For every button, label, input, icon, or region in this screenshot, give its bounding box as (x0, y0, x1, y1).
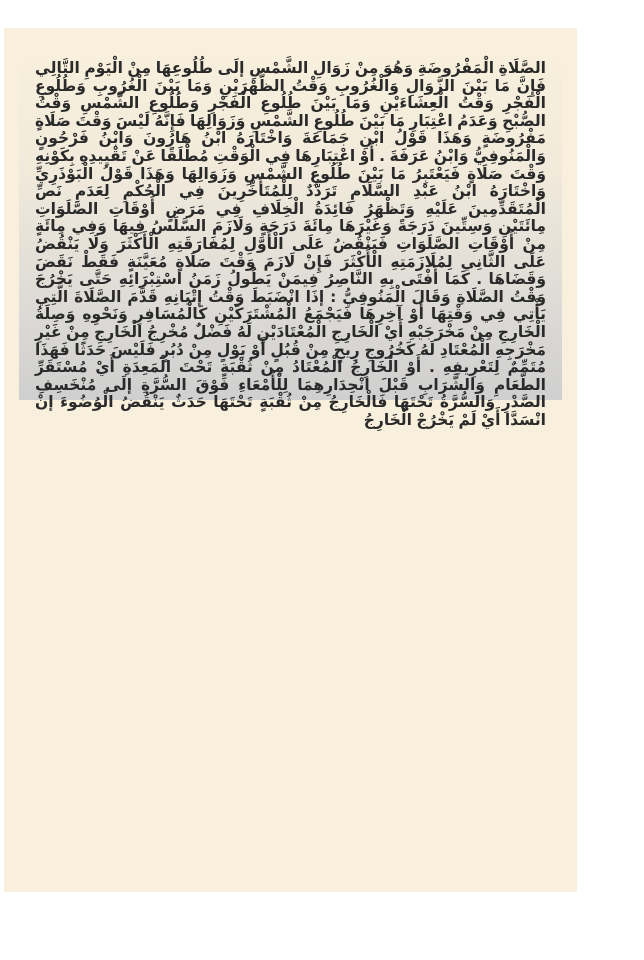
document-page (4, 28, 577, 892)
text-block (19, 50, 562, 429)
arabic-paragraph: الصَّلَاةِ الْمَفْرُوضَةِ وَهُوَ مِنْ زَوَالِ الشَّمْسِ إلَى طُلُوعِهَا مِنْ الْيَوْمِ التَّالِي فَإِنَّ مَا بَيْنَ الزَّوَالِ وَالْغُرُوبِ وَقْتُ الظُّهْرَيْنِ وَمَا بَيْنَ الْغُرُوبِ وَطُلُوعِ الْفَجْرِ وَقْتُ الْعِشَاءَيْنِ وَمَا بَيْنَ طُلُوعِ الْفَجْرِ وَطُلُوعِ الشَّمْسِ وَقْتُ الصُّبْحِ وَعَدَمُ اعْتِبَارِ مَا بَيْنَ طُلُوعِ الشَّمْسِ وَزَوَالِهَا فَإِنَّهُ لَيْسَ وَقْتَ صَلَاةٍ مَفْرُوضَةٍ وَهَذَا قَوْلُ ابْنِ جَمَاعَةَ وَاخْتَارَهُ ابْنُ هَارُونَ وَابْنُ فَرْحُونٍ وَالْمَنُوفِيُّ وَابْنُ عَرَفَةَ . أَوْ اعْتِبَارِهَا فِي الْوَقْتِ مُطْلَقًا عَنْ تَقْيِيدِهِ بِكَوْنِهِ وَقْتَ صَلَاةٍ فَيَعْتَبِرُ مَا بَيْنَ طُلُوعِ الشَّمْسِ وَزَوَالِهَا وَهَذَا قَوْلُ الْبَوْذَرِيِّ وَاخْتَارَهُ ابْنُ عَبْدِ السَّلَامِ تَرَدُّدٌ لِلْمُتَأَخِّرِينَ فِي الْحُكْمِ لِعَدَمِ نَصِّ الْمُتَقَدِّمِينَ عَلَيْهِ وَتَظْهَرُ فَائِدَةُ الْخِلَافِ فِي مَرَضٍ أَوْقَاتِ الصَّلَوَاتِ مِائَتَيْنِ وَسِتِّينَ دَرَجَةً وَغَيْرَهَا مِائَةَ دَرَجَةٍ وَلَازَمَ السَّلَسُ فِيهَا وَفِي مِائَةٍ مِنْ أَوْقَاتِ الصَّلَوَاتِ فَيَنْقُضُ عَلَى الْأَوَّلِ لِمُفَارَقَتِهِ الْأَكْثَرَ وَلَا يَنْقُضُ عَلَى الثَّانِي لِمُلَازَمَتِهِ الْأَكْثَرَ فَإِنْ لَازَمَ وَقْتَ صَلَاةٍ مُعَيَّنَةٍ فَقَطْ نَقَضَ وَقَضَاهَا . كَمَا أَفْتَى بِهِ النَّاصِرُ فِيمَنْ يَطُولُ زَمَنُ اسْتِبْرَائِهِ حَتَّى يَخْرُجَ وَقْتُ الصَّلَاةِ وَقَالَ الْمَنُوفِيُّ : إذَا انْضَبَطَ وَقْتُ إتْيَانِهِ قَدَّمَ الصَّلَاةَ الَّتِي يَأْتِي فِي وَقْتِهَا أَوْ آخِرِهَا فَيَجْمَعُ الْمُشْتَرَكَيْنِ كَالْمُسَافِرِ وَنَحْوِهِ وَصِلَةُ الْخَارِجِ مِنْ مَخْرَجَيْهِ أَيْ الْخَارِجِ الْمُعْتَادَيْنِ لَهُ فَضْلٌ مُخْرِجُ الْخَارِجِ مِنْ غَيْرِ مَخْرَجِهِ الْمُعْتَادِ لَهُ كَخُرُوجِ رِيحٍ مِنْ قُبُلٍ أَوْ بَوْلٍ مِنْ دُبُرٍ فَلَيْسَ حَدَثًا فَهَذَا مُتَمِّمٌ لِتَعْرِيفِهِ . أَوْ الْخَارِجُ الْمُعْتَادُ مِنْ ثُقْبَةٍ تَحْتَ الْمَعِدَةِ أَيْ مُسْتَقَرِّ الطَّعَامِ وَالشَّرَابِ قَبْلَ انْحِدَارِهِمَا لِلْأَمْعَاءِ فَوْقَ السُّرَّةِ إلَى مُنْخَسِفِ الصَّدْرِ وَالسُّرَّةُ تَحْتَهَا فَالْخَارِجُ مِنْ ثُقْبَةٍ تَحْتَهَا حَدَثٌ يَنْقُضُ الْوُضُوءَ إنْ انْسَدَّا أَيْ لَمْ يَخْرُجْ الْخَارِجُ (35, 59, 546, 429)
